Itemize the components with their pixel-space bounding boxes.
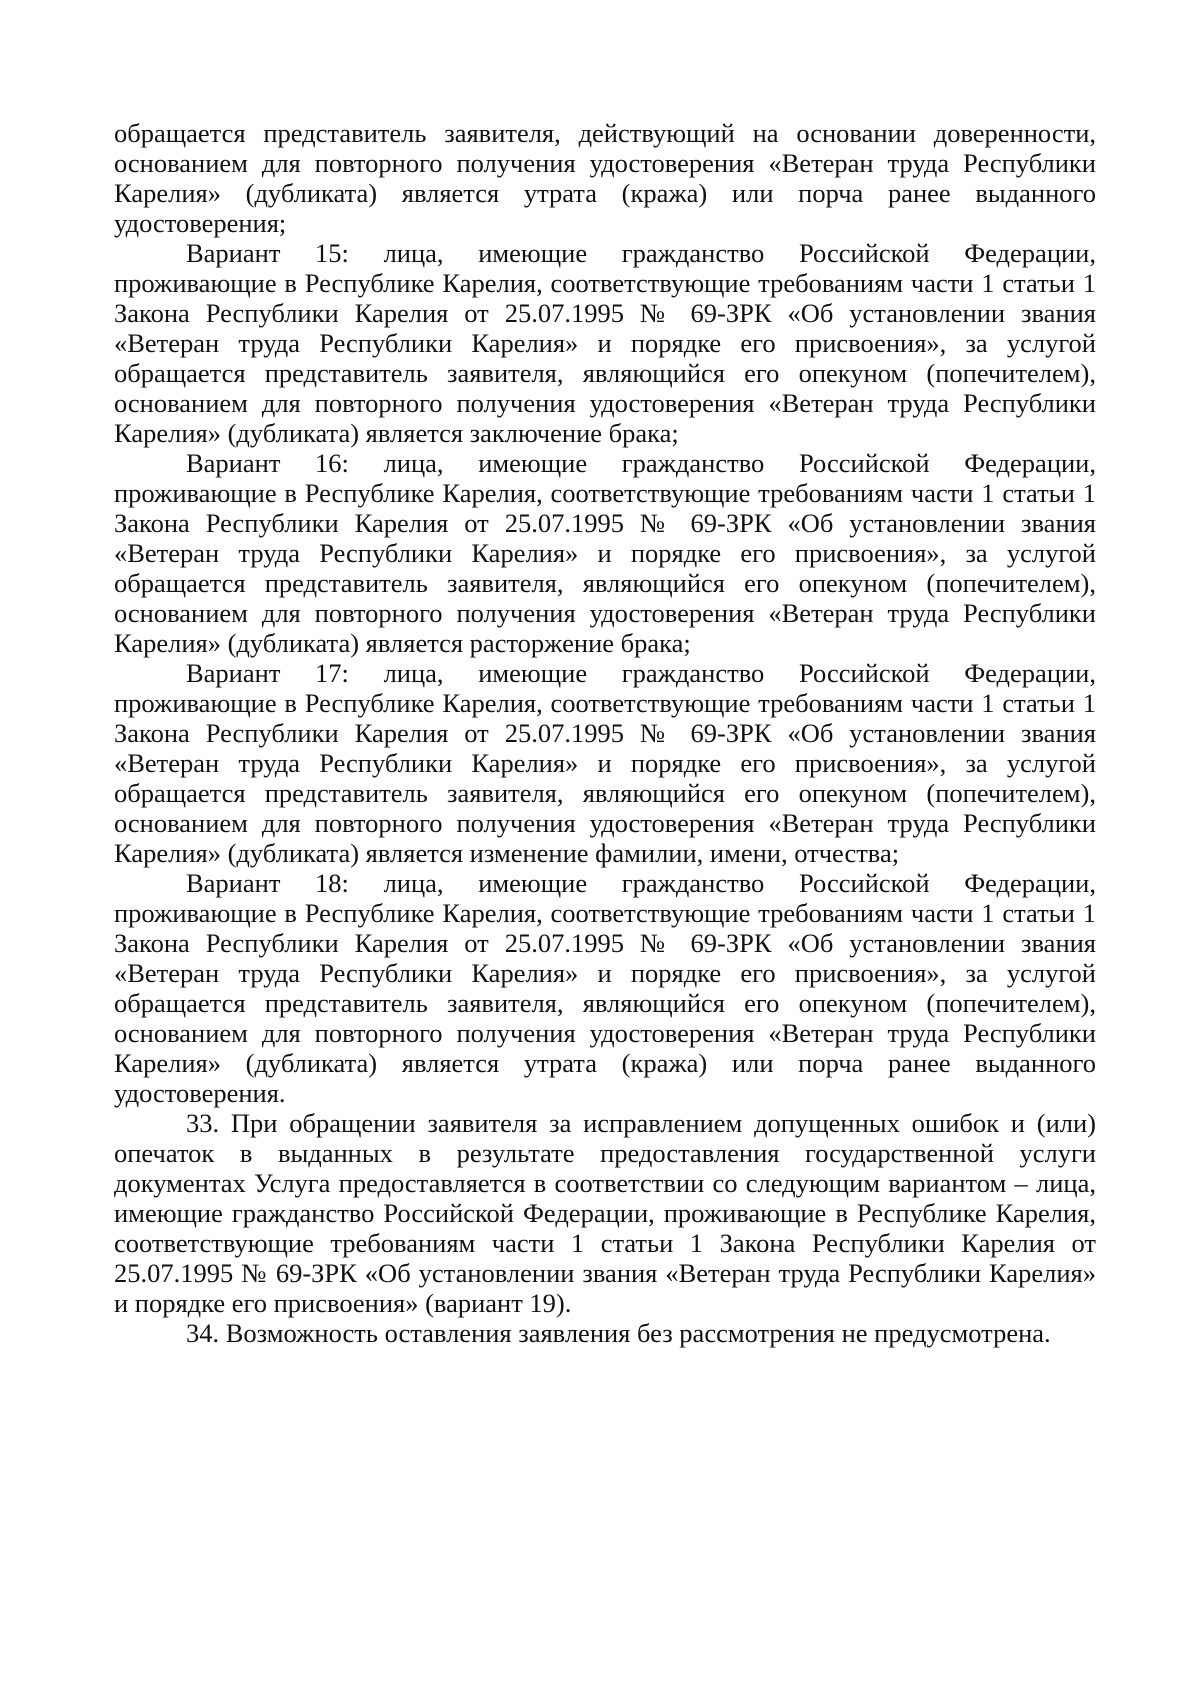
paragraph-variant-18: Вариант 18: лица, имеющие гражданство Российской Федерации, проживающие в Республике Карелия, соответствующие требованиям части 1 статьи 1 Закона Республики Карелия от 25.07.1995 № 69-ЗРК «Об установлении звания «Ветеран труда Республики Карелия» и порядке его присвоения», за услугой обращается представитель заявителя, являющийся его опекуном (попечителем), основанием для повторного получения удостоверения «Ветеран труда Республики Карелия» (дубликата) является утрата (кража) или порча ранее выданного удостоверения.: [114, 868, 1096, 1108]
paragraph-item-34: 34. Возможность оставления заявления без рассмотрения не предусмотрена.: [186, 1318, 1051, 1348]
document-page: [114, 118, 1096, 1348]
paragraph-continuation: обращается представитель заявителя, действующий на основании доверенности, основанием для повторного получения удостоверения «Ветеран труда Республики Карелия» (дубликата) является утрата (кража) или порча ранее выданного удостоверения;: [114, 118, 1096, 238]
paragraph-variant-15: Вариант 15: лица, имеющие гражданство Российской Федерации, проживающие в Республике Карелия, соответствующие требованиям части 1 статьи 1 Закона Республики Карелия от 25.07.1995 № 69-ЗРК «Об установлении звания «Ветеран труда Республики Карелия» и порядке его присвоения», за услугой обращается представитель заявителя, являющийся его опекуном (попечителем), основанием для повторного получения удостоверения «Ветеран труда Республики Карелия» (дубликата) является заключение брака;: [114, 238, 1096, 448]
paragraph-variant-16: Вариант 16: лица, имеющие гражданство Российской Федерации, проживающие в Республике Карелия, соответствующие требованиям части 1 статьи 1 Закона Республики Карелия от 25.07.1995 № 69-ЗРК «Об установлении звания «Ветеран труда Республики Карелия» и порядке его присвоения», за услугой обращается представитель заявителя, являющийся его опекуном (попечителем), основанием для повторного получения удостоверения «Ветеран труда Республики Карелия» (дубликата) является расторжение брака;: [114, 448, 1096, 658]
paragraph-item-33: 33. При обращении заявителя за исправлением допущенных ошибок и (или) опечаток в выданных в результате предоставления государственной услуги документах Услуга предоставляется в соответствии со следующим вариантом – лица, имеющие гражданство Российской Федерации, проживающие в Республике Карелия, соответствующие требованиям части 1 статьи 1 Закона Республики Карелия от 25.07.1995 № 69-ЗРК «Об установлении звания «Ветеран труда Республики Карелия» и порядке его присвоения» (вариант 19).: [114, 1108, 1096, 1318]
paragraph-variant-17: Вариант 17: лица, имеющие гражданство Российской Федерации, проживающие в Республике Карелия, соответствующие требованиям части 1 статьи 1 Закона Республики Карелия от 25.07.1995 № 69-ЗРК «Об установлении звания «Ветеран труда Республики Карелия» и порядке его присвоения», за услугой обращается представитель заявителя, являющийся его опекуном (попечителем), основанием для повторного получения удостоверения «Ветеран труда Республики Карелия» (дубликата) является изменение фамилии, имени, отчества;: [114, 658, 1096, 868]
